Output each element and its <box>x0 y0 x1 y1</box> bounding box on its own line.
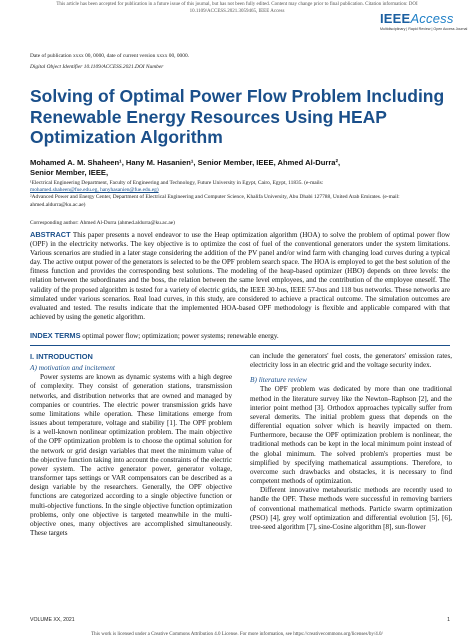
publication-note-line1: This article has been accepted for publication in a future issue of this journal, but has not been fully edited. Content may change prior to final publication. Citation information: DOI <box>56 2 418 7</box>
logo-ieee: IEEE <box>380 11 411 26</box>
section-heading-introduction: I. INTRODUCTION <box>30 352 93 361</box>
index-terms-label: INDEX TERMS <box>30 331 81 340</box>
corresponding-author: Corresponding author: Ahmed Al-Durra (ahmed.aldurra@ku.ac.ae) <box>30 220 175 226</box>
volume-label: VOLUME XX, 2021 <box>30 617 75 623</box>
abstract-text: This paper presents a novel endeavor to use the Heap optimization algorithm (HOA) to solve the problem of optimal power flow (OPF) in the electricity networks. The key objective is to optimize the cost of fuel of the conventional generators under the system limitations. Various scenarios are studied in a later stage considering the addition of the PV panel and/or wind farm with changing load curves during a typical day. The active output power of the generators is selected to be the OPF problem search space. The HOA is employed to get the best solution of the fitness function and provides the corresponding best solutions. The modeling of the heap-based optimizer (HBO) depends on three levels: the relation between the subordinates and the boss, the relation between the same level employees, and the contribution of the employee oneself. The validity of the proposed algorithm is tested for a variety of electric grids, the IEEE 30-bus, IEEE 57-bus and 118 bus networks. These networks are simulated under various scenarios. Real load curves, in this study, are considered to achieve a practical outcome. The simulation outcomes are evaluated and tested. The results indicate that the implemented HOA-based OPF methodology is flexible and applicable compared with that achieved by using the genetic algorithm. <box>30 231 450 321</box>
page-number: 1 <box>447 617 450 623</box>
index-terms <box>30 331 450 341</box>
subsection-heading-literature: B) literature review <box>250 375 308 385</box>
authors-line1: Mohamed A. M. Shaheen¹, Hany M. Hasanien¹, Senior Member, IEEE, Ahmed Al-Durra², <box>30 158 341 167</box>
authors-line2: Senior Member, IEEE, <box>30 167 109 177</box>
logo-access: Access <box>410 11 454 26</box>
logo-tagline: Multidisciplinary | Rapid Review | Open Access Journal <box>380 27 468 31</box>
left-column <box>30 352 232 538</box>
index-terms-text: optimal power flow; optimization; power systems; renewable energy. <box>82 332 279 340</box>
affiliation-1-emails[interactable]: mohamed.shaheen@fue.edu.eg, hanyhasanien@fue.edu.eg) <box>30 187 159 194</box>
ieee-access-logo <box>380 11 468 31</box>
literature-paragraph-2: Different innovative metaheuristic methods are recently used to handle the OPF. These methods were successful in removing barriers of conventional mathematical methods. Particle swarm optimization (PSO) [4], grey wolf optimization and differential evolution [5], [6], tree-seed algorithm [7], sine-Cosine algorithm [8], sun-flower <box>250 486 452 531</box>
intro-paragraph-continued: can include the generators' fuel costs, the generators' emission rates, electricity loss in an electric grid and the voltage security index. <box>250 352 452 370</box>
affiliations <box>30 180 450 209</box>
literature-paragraph-1: The OPF problem was dedicated by more than one traditional method in the literature survey like the Newton–Raphson [2], and the interior point method [3]. Orthodox approaches typically suffer from several demerits. The initial problem guess that depends on the differential equation solver which is heavily impacted on them. Furthermore, because the OPF optimization problem is nonlinear, the traditional methods can be kept in the local minimum point instead of the global minimum. The solved problem's properties must be simplified by specifying mathematical assumptions. Therefore, to overcome such drawbacks and obstacles, it is necessary to find competent methods of optimization. <box>250 385 452 486</box>
author-list <box>30 158 450 177</box>
abstract <box>30 230 450 322</box>
paper-title: Solving of Optimal Power Flow Problem Including Renewable Energy Resources Using HEAP Optimization Algorithm <box>30 86 445 147</box>
publication-date: Date of publication xxxx 00, 0000, date of current version xxxx 00, 0000. <box>30 53 189 59</box>
publication-note-line2: 10.1109/ACCESS.2021.3059465, IEEE Access <box>189 8 285 14</box>
right-column <box>250 352 452 532</box>
affiliation-1: ¹Electrical Engineering Department, Faculty of Engineering and Technology, Future University in Egypt, Cairo, Egypt, 11835. (e-mails: <box>30 180 324 186</box>
subsection-heading-motivation: A) motivation and incitement <box>30 363 115 373</box>
logo-wordmark <box>380 11 460 26</box>
page-footer <box>30 617 450 623</box>
section-divider <box>30 345 450 346</box>
doi-line: Digital Object Identifier 10.1109/ACCESS.2021.DOI Number <box>30 64 164 70</box>
intro-paragraph-1: Power systems are known as dynamic systems with a high degree of complexity. They consist of generation stations, transmission networks, and distribution networks that are owned and managed by companies or countries. The electric power transmission grids have some limitations while operation. These limitations emerge from issues about temperature, voltage and stability [1]. The OPF problem is a well-known nonlinear optimization problem. The main objective of the OPF optimization problem is to choose the optimal solution for the network or grid design variables that meet the minimum value of the objective function taking into account the constraints of the electric power system. The active generator power, generator voltage, transformer taps settings or VAR compensators can be described as a design variable by the researchers. Generally, the OPF objective functions are categorized according to a single objective function or multi-objective functions. In the single objective function optimization problems, only one objective is targeted meanwhile in the multi-objective ones, many objectives are accomplished simultaneously. These targets <box>30 373 232 537</box>
abstract-label: ABSTRACT <box>30 230 71 239</box>
license-note: This work is licensed under a Creative Commons Attribution 4.0 License. For more information, see https://creativecommons.org/licenses/by/4.0/ <box>91 632 383 637</box>
affiliation-2: ²Advanced Power and Energy Center, Department of Electrical Engineering and Computer Science, Khalifa University, Abu Dhabi 127788, United Arab Emirates. (e-mail: ahmed.aldurra@ku.ac.ae) <box>30 194 400 208</box>
